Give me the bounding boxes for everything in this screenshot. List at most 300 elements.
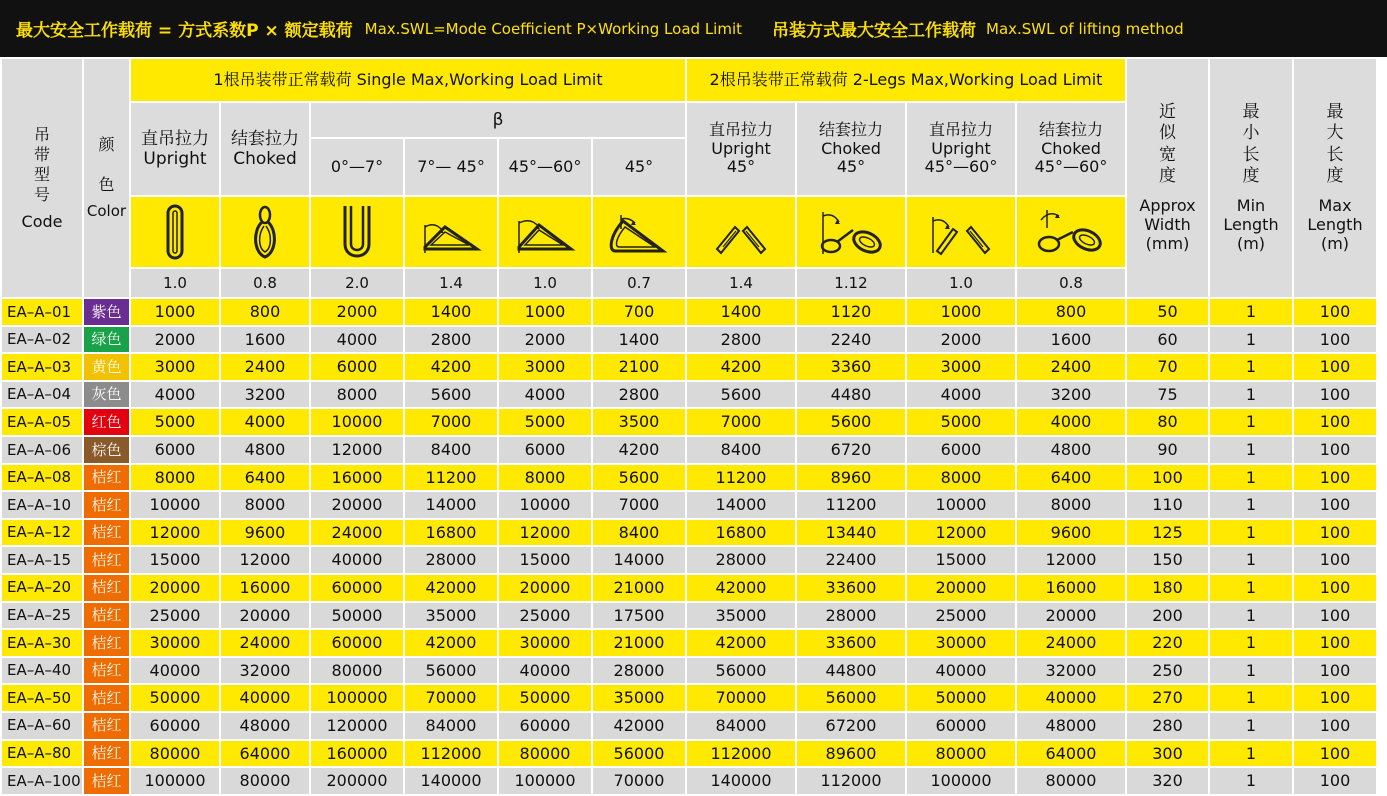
- min-length-cell: 1: [1210, 630, 1292, 656]
- load-cell: 25000: [499, 603, 591, 629]
- load-cell: 70000: [405, 685, 497, 711]
- coefficient-cell: 1.0: [131, 269, 219, 297]
- load-cell: 15000: [131, 547, 219, 573]
- min-length-cell: 1: [1210, 603, 1292, 629]
- max-length-cell: 100: [1294, 575, 1376, 601]
- load-cell: 80000: [131, 741, 219, 767]
- header-min-length-en: Min Length (m): [1223, 196, 1279, 253]
- load-cell: 4200: [593, 437, 685, 463]
- load-cell: 3200: [1017, 382, 1125, 408]
- load-cell: 8400: [687, 437, 795, 463]
- load-cell: 5600: [687, 382, 795, 408]
- width-cell: 220: [1127, 630, 1208, 656]
- width-cell: 300: [1127, 741, 1208, 767]
- load-cell: 10000: [131, 492, 219, 518]
- load-cell: 8000: [311, 382, 403, 408]
- min-length-cell: 1: [1210, 547, 1292, 573]
- load-cell: 6000: [311, 354, 403, 380]
- table-row: [2, 741, 1376, 767]
- header-beta-7-45: 7°— 45°: [405, 139, 497, 195]
- table-row: [2, 492, 1376, 518]
- min-length-cell: 1: [1210, 685, 1292, 711]
- load-cell: 42000: [687, 575, 795, 601]
- load-cell: 1600: [221, 327, 309, 353]
- load-cell: 12000: [1017, 547, 1125, 573]
- load-cell: 100000: [499, 768, 591, 794]
- load-cell: 10000: [499, 492, 591, 518]
- load-cell: 42000: [593, 713, 685, 739]
- load-cell: 4800: [221, 437, 309, 463]
- width-cell: 70: [1127, 354, 1208, 380]
- load-cell: 40000: [907, 658, 1015, 684]
- load-cell: 4000: [131, 382, 219, 408]
- load-cell: 20000: [1017, 603, 1125, 629]
- width-cell: 180: [1127, 575, 1208, 601]
- load-cell: 80000: [1017, 768, 1125, 794]
- coefficient-cell: 1.0: [907, 269, 1015, 297]
- code-cell: EA–A–50: [2, 685, 82, 711]
- load-cell: 1120: [797, 299, 905, 325]
- load-cell: 20000: [907, 575, 1015, 601]
- code-cell: EA–A–01: [2, 299, 82, 325]
- load-cell: 5600: [593, 465, 685, 491]
- load-cell: 5000: [907, 409, 1015, 435]
- two-leg-upright-45-icon: [709, 207, 773, 257]
- load-cell: 56000: [687, 658, 795, 684]
- load-cell: 3200: [221, 382, 309, 408]
- header-upright-45: 直吊拉力 Upright 45°: [687, 103, 795, 195]
- width-cell: 270: [1127, 685, 1208, 711]
- code-cell: EA–A–60: [2, 713, 82, 739]
- max-length-cell: 100: [1294, 299, 1376, 325]
- code-cell: EA–A–100: [2, 768, 82, 794]
- header-max-length: [1294, 59, 1376, 297]
- two-leg-upright-45-60-icon: [925, 207, 997, 257]
- max-length-cell: 100: [1294, 465, 1376, 491]
- header-choked: 结套拉力 Choked: [221, 103, 309, 195]
- load-cell: 56000: [593, 741, 685, 767]
- color-swatch: 黄色: [84, 354, 129, 380]
- min-length-cell: 1: [1210, 299, 1292, 325]
- load-cell: 33600: [797, 630, 905, 656]
- header-width-cn: 近 似 宽 度: [1159, 102, 1176, 186]
- color-swatch: 桔红: [84, 547, 129, 573]
- load-cell: 4200: [405, 354, 497, 380]
- width-cell: 80: [1127, 409, 1208, 435]
- load-cell: 60000: [499, 713, 591, 739]
- color-swatch: 灰色: [84, 382, 129, 408]
- width-cell: 110: [1127, 492, 1208, 518]
- load-cell: 16800: [687, 520, 795, 546]
- load-cell: 8000: [131, 465, 219, 491]
- load-cell: 2240: [797, 327, 905, 353]
- coefficient-cell: 2.0: [311, 269, 403, 297]
- code-cell: EA–A–03: [2, 354, 82, 380]
- load-cell: 16000: [1017, 575, 1125, 601]
- load-cell: 20000: [131, 575, 219, 601]
- load-cell: 6720: [797, 437, 905, 463]
- table-row: [2, 713, 1376, 739]
- header-color-cn: 颜 色: [98, 135, 115, 195]
- color-swatch: 桔红: [84, 768, 129, 794]
- code-cell: EA–A–02: [2, 327, 82, 353]
- load-cell: 12000: [221, 547, 309, 573]
- max-length-cell: 100: [1294, 603, 1376, 629]
- load-cell: 14000: [593, 547, 685, 573]
- load-cell: 3360: [797, 354, 905, 380]
- min-length-cell: 1: [1210, 437, 1292, 463]
- load-cell: 3000: [131, 354, 219, 380]
- load-cell: 5000: [499, 409, 591, 435]
- coefficient-cell: 0.7: [593, 269, 685, 297]
- header-beta-45-60: 45°—60°: [499, 139, 591, 195]
- load-cell: 5000: [131, 409, 219, 435]
- load-cell: 15000: [907, 547, 1015, 573]
- table-row: [2, 327, 1376, 353]
- load-cell: 6400: [221, 465, 309, 491]
- coefficient-cell: 1.4: [405, 269, 497, 297]
- load-cell: 7000: [593, 492, 685, 518]
- header-two-legs: 2根吊装带正常载荷 2-Legs Max,Working Load Limit: [687, 59, 1125, 101]
- code-cell: EA–A–80: [2, 741, 82, 767]
- load-cell: 10000: [311, 409, 403, 435]
- load-cell: 16000: [221, 575, 309, 601]
- min-length-cell: 1: [1210, 713, 1292, 739]
- width-cell: 50: [1127, 299, 1208, 325]
- load-cell: 30000: [499, 630, 591, 656]
- header-min-length-cn: 最 小 长 度: [1242, 102, 1260, 186]
- min-length-cell: 1: [1210, 327, 1292, 353]
- load-cell: 7000: [687, 409, 795, 435]
- load-cell: 2400: [1017, 354, 1125, 380]
- load-cell: 6000: [907, 437, 1015, 463]
- load-cell: 40000: [131, 658, 219, 684]
- load-cell: 3000: [499, 354, 591, 380]
- load-cell: 60000: [311, 575, 403, 601]
- load-cell: 8400: [593, 520, 685, 546]
- code-cell: EA–A–06: [2, 437, 82, 463]
- load-cell: 112000: [797, 768, 905, 794]
- load-cell: 800: [221, 299, 309, 325]
- load-cell: 28000: [405, 547, 497, 573]
- load-cell: 2000: [311, 299, 403, 325]
- load-cell: 4000: [311, 327, 403, 353]
- load-cell: 100000: [907, 768, 1015, 794]
- load-cell: 25000: [131, 603, 219, 629]
- table-row: [2, 382, 1376, 408]
- width-cell: 200: [1127, 603, 1208, 629]
- load-cell: 14000: [405, 492, 497, 518]
- load-cell: 33600: [797, 575, 905, 601]
- load-cell: 4000: [907, 382, 1015, 408]
- max-length-cell: 100: [1294, 685, 1376, 711]
- code-cell: EA–A–12: [2, 520, 82, 546]
- header-max-length-cn: 最 大 长 度: [1326, 102, 1344, 186]
- load-cell: 100000: [131, 768, 219, 794]
- coefficient-cell: 0.8: [221, 269, 309, 297]
- load-cell: 3000: [907, 354, 1015, 380]
- load-cell: 120000: [311, 713, 403, 739]
- load-cell: 12000: [907, 520, 1015, 546]
- min-length-cell: 1: [1210, 741, 1292, 767]
- load-cell: 2800: [687, 327, 795, 353]
- load-cell: 32000: [221, 658, 309, 684]
- load-cell: 6400: [1017, 465, 1125, 491]
- load-cell: 60000: [311, 630, 403, 656]
- max-length-cell: 100: [1294, 520, 1376, 546]
- load-cell: 4800: [1017, 437, 1125, 463]
- load-cell: 11200: [687, 465, 795, 491]
- code-cell: EA–A–40: [2, 658, 82, 684]
- min-length-cell: 1: [1210, 465, 1292, 491]
- load-cell: 17500: [593, 603, 685, 629]
- table-row: [2, 465, 1376, 491]
- load-cell: 50000: [131, 685, 219, 711]
- load-cell: 9600: [221, 520, 309, 546]
- load-cell: 1400: [687, 299, 795, 325]
- load-cell: 89600: [797, 741, 905, 767]
- header-width: [1127, 59, 1208, 297]
- load-cell: 3500: [593, 409, 685, 435]
- color-swatch: 桔红: [84, 658, 129, 684]
- table-row: [2, 768, 1376, 794]
- load-cell: 2000: [499, 327, 591, 353]
- load-cell: 20000: [311, 492, 403, 518]
- max-length-cell: 100: [1294, 354, 1376, 380]
- load-cell: 16000: [311, 465, 403, 491]
- load-cell: 1400: [405, 299, 497, 325]
- min-length-cell: 1: [1210, 768, 1292, 794]
- color-swatch: 红色: [84, 409, 129, 435]
- load-cell: 100000: [311, 685, 403, 711]
- min-length-cell: 1: [1210, 520, 1292, 546]
- table-row: [2, 409, 1376, 435]
- load-cell: 48000: [1017, 713, 1125, 739]
- min-length-cell: 1: [1210, 575, 1292, 601]
- max-length-cell: 100: [1294, 437, 1376, 463]
- title-method-cn: 吊装方式最大安全工作载荷: [772, 21, 976, 41]
- color-swatch: 桔红: [84, 492, 129, 518]
- min-length-cell: 1: [1210, 492, 1292, 518]
- min-length-cell: 1: [1210, 658, 1292, 684]
- load-cell: 140000: [687, 768, 795, 794]
- header-single: 1根吊装带正常载荷 Single Max,Working Load Limit: [131, 59, 685, 101]
- header-color-en: Color: [86, 202, 127, 221]
- max-length-cell: 100: [1294, 630, 1376, 656]
- load-cell: 28000: [593, 658, 685, 684]
- load-cell: 12000: [131, 520, 219, 546]
- load-cell: 40000: [1017, 685, 1125, 711]
- load-cell: 48000: [221, 713, 309, 739]
- max-length-cell: 100: [1294, 492, 1376, 518]
- max-length-cell: 100: [1294, 768, 1376, 794]
- color-swatch: 桔红: [84, 741, 129, 767]
- load-cell: 35000: [405, 603, 497, 629]
- load-cell: 80000: [499, 741, 591, 767]
- load-cell: 2000: [131, 327, 219, 353]
- table-row: [2, 354, 1376, 380]
- color-swatch: 紫色: [84, 299, 129, 325]
- title-method-en: Max.SWL of lifting method: [986, 19, 1184, 38]
- load-cell: 20000: [499, 575, 591, 601]
- load-cell: 30000: [907, 630, 1015, 656]
- u-basket-icon: [337, 202, 377, 262]
- table-row: [2, 299, 1376, 325]
- max-length-cell: 100: [1294, 658, 1376, 684]
- code-cell: EA–A–10: [2, 492, 82, 518]
- code-cell: EA–A–08: [2, 465, 82, 491]
- load-cell: 6000: [131, 437, 219, 463]
- load-cell: 60000: [131, 713, 219, 739]
- load-cell: 8000: [1017, 492, 1125, 518]
- code-cell: EA–A–15: [2, 547, 82, 573]
- header-code-en: Code: [21, 211, 63, 231]
- load-cell: 40000: [311, 547, 403, 573]
- load-cell: 2000: [907, 327, 1015, 353]
- load-cell: 9600: [1017, 520, 1125, 546]
- load-cell: 12000: [311, 437, 403, 463]
- load-cell: 64000: [1017, 741, 1125, 767]
- load-cell: 80000: [907, 741, 1015, 767]
- coefficient-cell: 1.4: [687, 269, 795, 297]
- load-cell: 6000: [499, 437, 591, 463]
- load-cell: 4200: [687, 354, 795, 380]
- load-cell: 14000: [687, 492, 795, 518]
- load-cell: 700: [593, 299, 685, 325]
- code-cell: EA–A–30: [2, 630, 82, 656]
- load-cell: 40000: [499, 658, 591, 684]
- load-cell: 64000: [221, 741, 309, 767]
- load-cell: 80000: [221, 768, 309, 794]
- load-cell: 22400: [797, 547, 905, 573]
- header-beta-0-7: 0°—7°: [311, 139, 403, 195]
- width-cell: 100: [1127, 465, 1208, 491]
- choked-loop-icon: [245, 202, 285, 262]
- width-cell: 280: [1127, 713, 1208, 739]
- load-cell: 4000: [221, 409, 309, 435]
- header-beta: β: [311, 103, 685, 137]
- min-length-cell: 1: [1210, 382, 1292, 408]
- load-cell: 800: [1017, 299, 1125, 325]
- load-cell: 28000: [687, 547, 795, 573]
- load-cell: 12000: [499, 520, 591, 546]
- color-swatch: 桔红: [84, 520, 129, 546]
- width-cell: 75: [1127, 382, 1208, 408]
- load-cell: 84000: [405, 713, 497, 739]
- load-cell: 8000: [907, 465, 1015, 491]
- table-row: [2, 520, 1376, 546]
- max-length-cell: 100: [1294, 327, 1376, 353]
- header-color: [84, 59, 129, 297]
- load-cell: 1000: [499, 299, 591, 325]
- load-cell: 8000: [499, 465, 591, 491]
- load-cell: 21000: [593, 575, 685, 601]
- load-cell: 2400: [221, 354, 309, 380]
- color-swatch: 桔红: [84, 465, 129, 491]
- two-leg-choked-45-60-icon: [1031, 204, 1111, 260]
- max-length-cell: 100: [1294, 713, 1376, 739]
- color-swatch: 绿色: [84, 327, 129, 353]
- color-swatch: 桔红: [84, 630, 129, 656]
- header-beta-45: 45°: [593, 139, 685, 195]
- header-choked-45-60: 结套拉力 Choked 45°—60°: [1017, 103, 1125, 195]
- load-cell: 4000: [499, 382, 591, 408]
- code-cell: EA–A–04: [2, 382, 82, 408]
- load-cell: 2800: [593, 382, 685, 408]
- load-cell: 1400: [593, 327, 685, 353]
- table-row: [2, 658, 1376, 684]
- width-cell: 90: [1127, 437, 1208, 463]
- two-leg-choked-45-icon: [811, 204, 891, 260]
- color-swatch: 桔红: [84, 685, 129, 711]
- title-formula-cn: 最大安全工作载荷 = 方式系数P × 额定载荷: [16, 21, 353, 41]
- load-table: [0, 57, 1378, 796]
- load-cell: 1000: [907, 299, 1015, 325]
- coefficient-cell: 0.8: [1017, 269, 1125, 297]
- load-cell: 5600: [405, 382, 497, 408]
- min-length-cell: 1: [1210, 354, 1292, 380]
- width-cell: 125: [1127, 520, 1208, 546]
- load-cell: 16800: [405, 520, 497, 546]
- width-cell: 150: [1127, 547, 1208, 573]
- load-cell: 50000: [311, 603, 403, 629]
- load-cell: 4000: [1017, 409, 1125, 435]
- load-cell: 25000: [907, 603, 1015, 629]
- max-length-cell: 100: [1294, 741, 1376, 767]
- load-cell: 80000: [311, 658, 403, 684]
- load-cell: 13440: [797, 520, 905, 546]
- load-cell: 50000: [907, 685, 1015, 711]
- header-code-cn: 吊 带 型 号: [33, 124, 50, 204]
- load-cell: 140000: [405, 768, 497, 794]
- load-cell: 11200: [405, 465, 497, 491]
- load-cell: 11200: [797, 492, 905, 518]
- header-code: [2, 59, 82, 297]
- load-cell: 84000: [687, 713, 795, 739]
- color-swatch: 桔红: [84, 603, 129, 629]
- load-cell: 20000: [221, 603, 309, 629]
- load-cell: 24000: [1017, 630, 1125, 656]
- header-upright: 直吊拉力 Upright: [131, 103, 219, 195]
- load-cell: 200000: [311, 768, 403, 794]
- color-swatch: 棕色: [84, 437, 129, 463]
- load-cell: 67200: [797, 713, 905, 739]
- max-length-cell: 100: [1294, 547, 1376, 573]
- load-cell: 42000: [687, 630, 795, 656]
- load-cell: 24000: [221, 630, 309, 656]
- table-row: [2, 685, 1376, 711]
- color-swatch: 桔红: [84, 713, 129, 739]
- load-cell: 8000: [221, 492, 309, 518]
- load-cell: 70000: [593, 768, 685, 794]
- width-cell: 320: [1127, 768, 1208, 794]
- load-cell: 56000: [405, 658, 497, 684]
- basket-45-icon: [607, 207, 671, 257]
- header-min-length: [1210, 59, 1292, 297]
- load-cell: 44800: [797, 658, 905, 684]
- load-cell: 28000: [797, 603, 905, 629]
- color-swatch: 桔红: [84, 575, 129, 601]
- load-cell: 50000: [499, 685, 591, 711]
- table-row: [2, 575, 1376, 601]
- load-cell: 21000: [593, 630, 685, 656]
- load-cell: 32000: [1017, 658, 1125, 684]
- load-cell: 1600: [1017, 327, 1125, 353]
- load-cell: 1000: [131, 299, 219, 325]
- load-cell: 35000: [687, 603, 795, 629]
- load-cell: 24000: [311, 520, 403, 546]
- load-cell: 2800: [405, 327, 497, 353]
